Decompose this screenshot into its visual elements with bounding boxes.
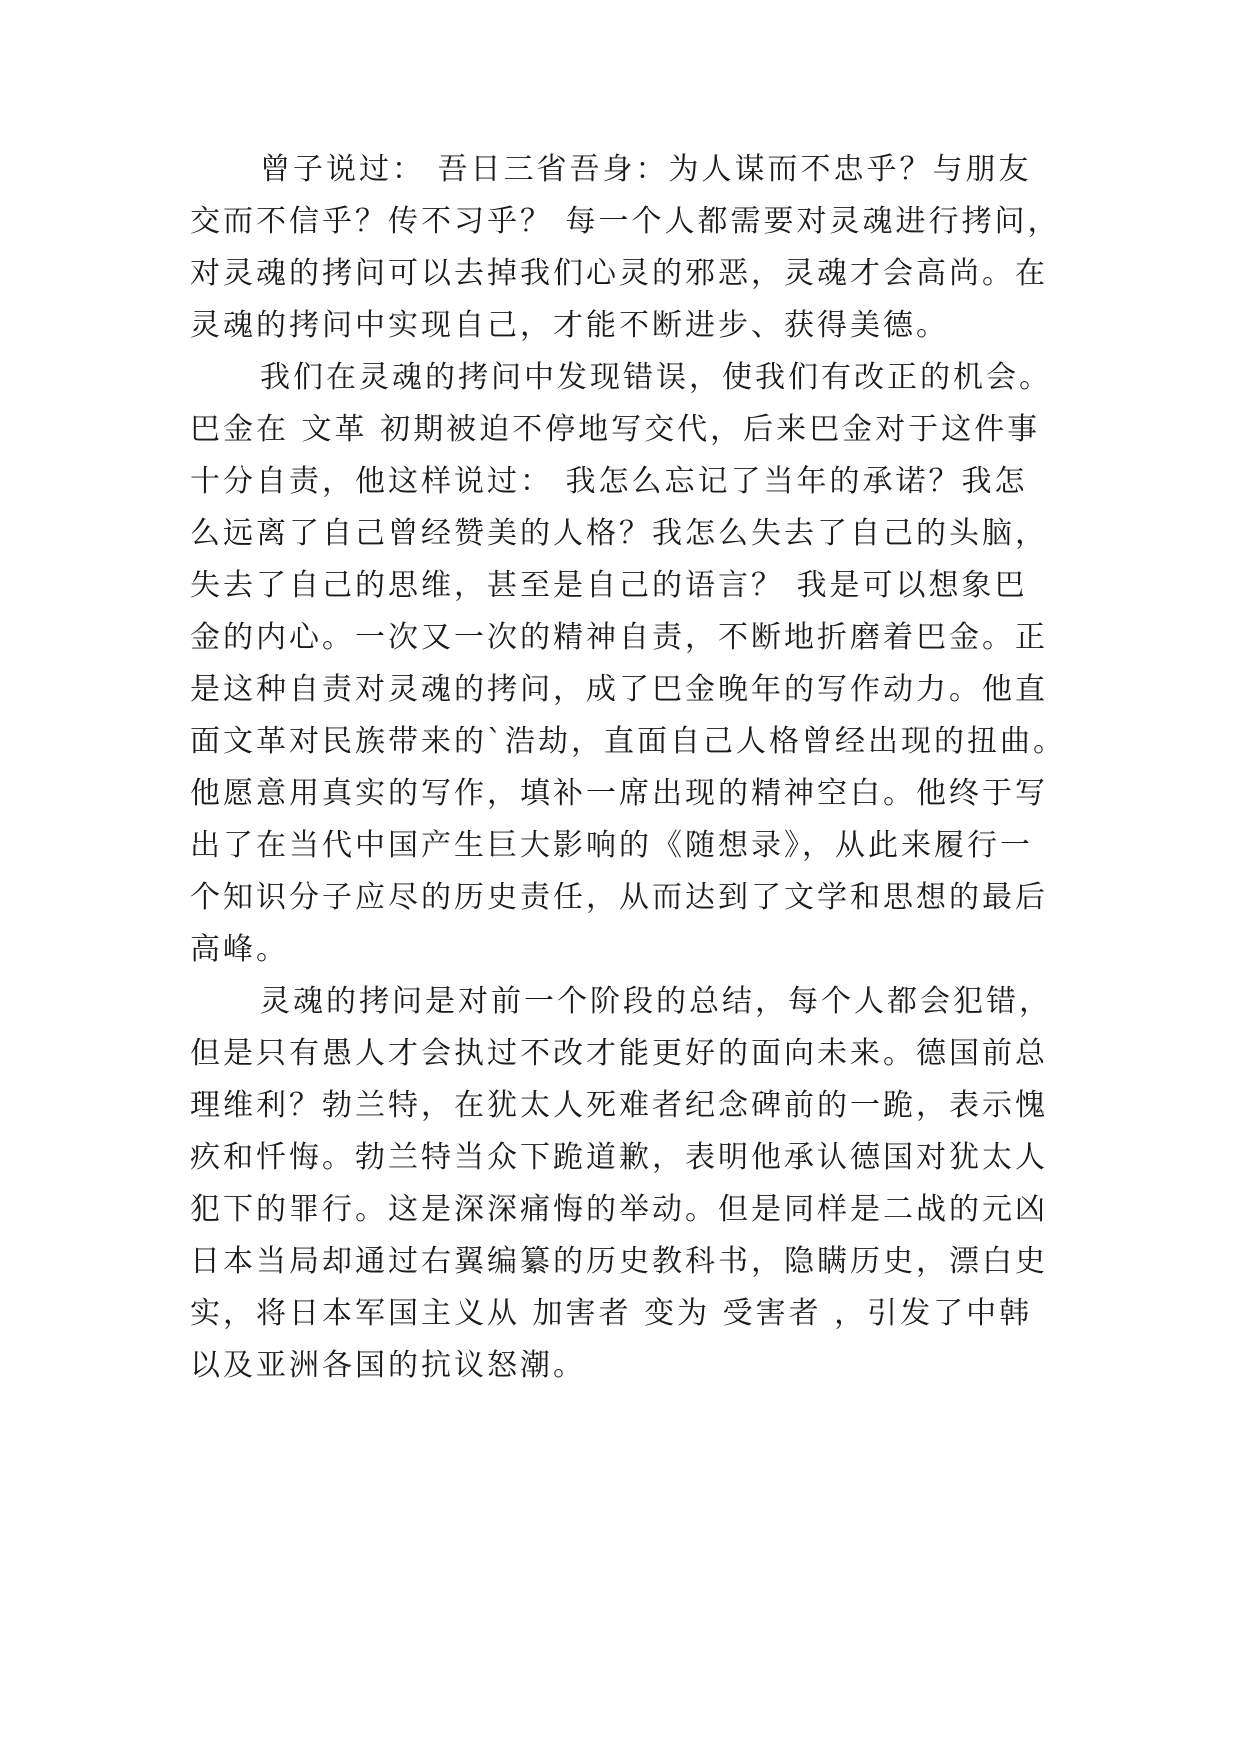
paragraph-3-line-5: 犯下的罪行。这是深深痛悔的举动。但是同样是二战的元凶 xyxy=(190,1192,1048,1227)
paragraph-2-line-11: 个知识分子应尽的历史责任，从而达到了文学和思想的最后 xyxy=(190,880,1048,915)
paragraph-2-line-12: 高峰。 xyxy=(190,932,289,967)
paragraph-3-line-4: 疚和忏悔。勃兰特当众下跪道歉，表明他承认德国对犹太人 xyxy=(190,1140,1048,1175)
paragraph-2-line-2: 巴金在 文革 初期被迫不停地写交代，后来巴金对于这件事 xyxy=(190,412,1041,447)
paragraph-1-line-3: 对灵魂的拷问可以去掉我们心灵的邪恶，灵魂才会高尚。在 xyxy=(190,256,1048,291)
paragraph-2-line-9: 他愿意用真实的写作，填补一席出现的精神空白。他终于写 xyxy=(190,776,1048,811)
paragraph-2-line-10: 出了在当代中国产生巨大影响的《随想录》，从此来履行一 xyxy=(190,828,1033,863)
paragraph-3-line-1: 灵魂的拷问是对前一个阶段的总结，每个人都会犯错， xyxy=(260,984,1052,1019)
paragraph-3-line-8: 以及亚洲各国的抗议怒潮。 xyxy=(190,1348,586,1383)
paragraph-3-line-6: 日本当局却通过右翼编纂的历史教科书，隐瞒历史，漂白史 xyxy=(190,1244,1048,1279)
paragraph-3-line-2: 但是只有愚人才会执过不改才能更好的面向未来。德国前总 xyxy=(190,1036,1048,1071)
paragraph-3-line-7: 实，将日本军国主义从 加害者 变为 受害者 ，引发了中韩 xyxy=(190,1296,1033,1331)
paragraph-2-line-8: 面文革对民族带来的`浩劫，直面自己人格曾经出现的扭曲。 xyxy=(190,724,1066,759)
paragraph-1-line-2: 交而不信乎？传不习乎？ 每一个人都需要对灵魂进行拷问， xyxy=(190,204,1061,239)
paragraph-2-line-5: 失去了自己的思维，甚至是自己的语言？ 我是可以想象巴 xyxy=(190,568,1028,603)
paragraph-2-line-6: 金的内心。一次又一次的精神自责，不断地折磨着巴金。正 xyxy=(190,620,1048,655)
paragraph-3-line-3: 理维利？勃兰特，在犹太人死难者纪念碑前的一跪，表示愧 xyxy=(190,1088,1048,1123)
paragraph-2-line-7: 是这种自责对灵魂的拷问，成了巴金晚年的写作动力。他直 xyxy=(190,672,1048,707)
paragraph-1-line-4: 灵魂的拷问中实现自己，才能不断进步、获得美德。 xyxy=(190,308,949,343)
paragraph-2-line-3: 十分自责，他这样说过： 我怎么忘记了当年的承诺？我怎 xyxy=(190,464,1028,499)
paragraph-1-line-1: 曾子说过： 吾日三省吾身：为人谋而不忠乎？与朋友 xyxy=(260,152,1032,187)
paragraph-2-line-1: 我们在灵魂的拷问中发现错误，使我们有改正的机会。 xyxy=(260,360,1052,395)
paragraph-2-line-4: 么远离了自己曾经赞美的人格？我怎么失去了自己的头脑， xyxy=(190,516,1048,551)
